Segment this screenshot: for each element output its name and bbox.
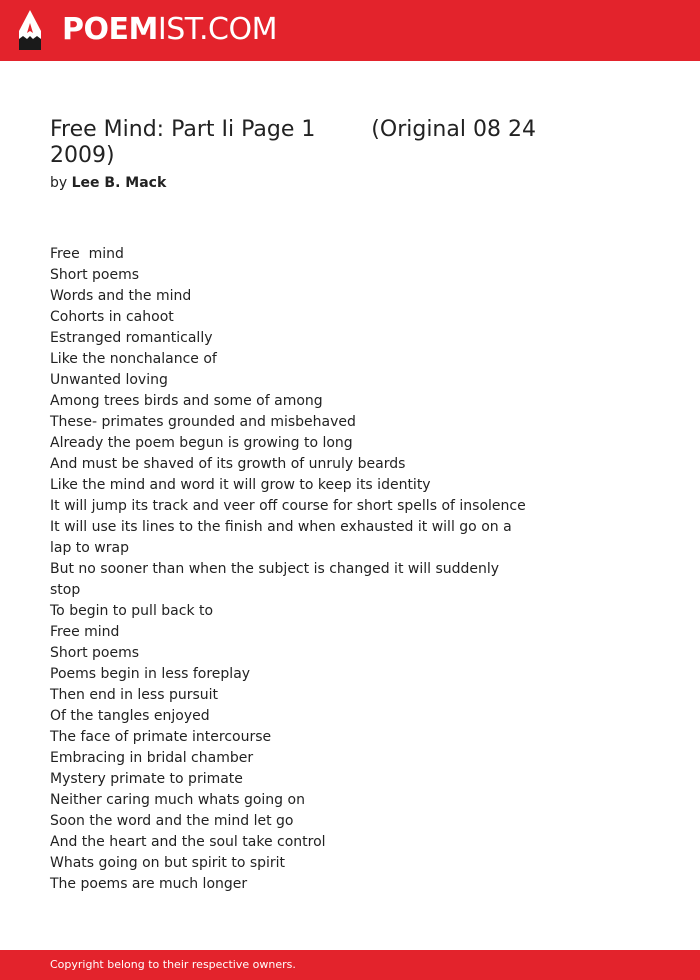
poem-line: It will use its lines to the finish and when exhausted it will go on a lap to wrap — [50, 519, 517, 556]
author-name: Lee B. Mack — [71, 175, 167, 191]
poem-line: These- primates grounded and misbehaved — [50, 414, 356, 430]
poem-line: To begin to pull back to — [50, 603, 214, 619]
poem-line: Cohorts in cahoot — [50, 309, 174, 325]
poem-line: Words and the mind — [50, 288, 192, 304]
poem-body — [50, 244, 530, 895]
poem-line: Among trees birds and some of among — [50, 393, 323, 409]
poem-line: Then end in less pursuit — [50, 687, 218, 703]
poem-line: Short poems — [50, 645, 140, 661]
brand-name-light: IST.COM — [157, 12, 277, 47]
pen-nib-icon — [17, 9, 43, 52]
poem-line: Poems begin in less foreplay — [50, 666, 251, 682]
poem-line: Whats going on but spirit to spirit — [50, 855, 286, 871]
poem-line: Soon the word and the mind let go — [50, 813, 294, 829]
poem-line: Like the nonchalance of — [50, 351, 217, 367]
poem-line: And must be shaved of its growth of unruly beards — [50, 456, 406, 472]
poem-line: Free mind — [50, 246, 124, 262]
poem-line: Like the mind and word it will grow to keep its identity — [50, 477, 431, 493]
poem-line: Free mind — [50, 624, 120, 640]
poem-line: The face of primate intercourse — [50, 729, 272, 745]
poem-line: Of the tangles enjoyed — [50, 708, 210, 724]
poem-line: Unwanted loving — [50, 372, 168, 388]
poem-line: It will jump its track and veer off course for short spells of insolence — [50, 498, 526, 514]
poem-line: The poems are much longer — [50, 876, 248, 892]
poem-line: Embracing in bridal chamber — [50, 750, 254, 766]
byline — [50, 173, 166, 194]
poem-line: But no sooner than when the subject is changed it will suddenly stop — [50, 561, 504, 598]
poem-line: Already the poem begun is growing to long — [50, 435, 353, 451]
copyright-text: Copyright belong to their respective owners. — [50, 958, 296, 971]
site-header — [0, 0, 700, 61]
byline-prefix: by — [50, 175, 68, 191]
poem-line: And the heart and the soul take control — [50, 834, 326, 850]
brand-name-bold: POEM — [62, 12, 158, 47]
poem-line: Neither caring much whats going on — [50, 792, 305, 808]
poem-line: Short poems — [50, 267, 140, 283]
site-logo[interactable] — [62, 12, 277, 48]
poem-line: Estranged romantically — [50, 330, 213, 346]
poem-title: Free Mind: Part Ii Page 1 (Original 08 24 2009) — [50, 117, 543, 168]
poem-line: Mystery primate to primate — [50, 771, 243, 787]
site-footer — [0, 950, 700, 980]
